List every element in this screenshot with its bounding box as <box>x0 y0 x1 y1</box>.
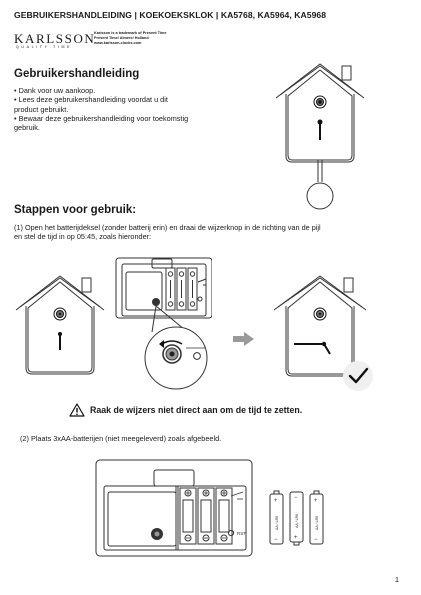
battery-3-minus: − <box>314 537 318 543</box>
step-1-line-2: en stel de tijd in op 05:45, zoals hieronder: <box>14 232 152 242</box>
trademark-notice <box>94 31 167 47</box>
battery-2-plus: + <box>294 535 298 541</box>
document-title: GEBRUIKERSHANDLEIDING | KOEKOEKSKLOK | KA5768, KA5964, KA5968 <box>14 10 327 20</box>
clock-time-set-illustration <box>270 272 382 396</box>
battery-2-minus: − <box>294 495 298 501</box>
step-1-text <box>14 223 414 242</box>
battery-2-label: AA / LR6 <box>295 513 299 528</box>
trademark-line-2: Present Time/ Almere/ Holland <box>94 36 149 41</box>
step-1-diagram <box>12 252 212 392</box>
warning-triangle-icon <box>69 403 85 417</box>
bullet-item-2: • Lees deze gebruikershandleiding voordat u dit <box>14 95 168 105</box>
battery-compartment-illustration <box>94 458 254 558</box>
battery-1-minus: − <box>274 537 278 543</box>
section-heading-manual: Gebruikershandleiding <box>14 68 140 80</box>
bullet-item-1: • Dank voor uw aankoop. <box>14 86 96 95</box>
step-1-line-1: (1) Open het batterijdeksel (zonder batterij erin) en draai de wijzerknop in de richting van de pijl <box>14 223 321 232</box>
battery-3-plus: + <box>314 498 318 504</box>
aa-batteries-illustration <box>268 488 328 548</box>
battery-1-plus: + <box>274 498 278 504</box>
trademark-line-1: Karlsson is a trademark of Present Time <box>94 31 167 35</box>
bullet-item-3-cont: gebruik. <box>14 123 40 133</box>
check-circle-icon <box>343 361 373 391</box>
battery-1-label: AA / LR6 <box>275 515 279 530</box>
warning-text: Raak de wijzers niet direct aan om de tijd te zetten. <box>90 405 303 415</box>
bullet-item-3: • Bewaar deze gebruikershandleiding voor toekomstig <box>14 113 189 123</box>
cuckoo-clock-illustration <box>268 60 378 220</box>
brand-tagline: QUALITY TIME <box>16 45 73 49</box>
trademark-line-3: www.karlsson-clocks.com <box>94 41 142 46</box>
right-arrow-icon <box>233 332 255 346</box>
reset-label: RST <box>237 531 246 536</box>
bullet-list <box>14 86 244 132</box>
battery-3-label: AA / LR6 <box>315 515 319 530</box>
section-heading-steps: Stappen voor gebruik: <box>14 204 137 216</box>
page-number: 1 <box>394 575 399 584</box>
step-2-text: (2) Plaats 3xAA-batterijen (niet meegeleverd) zoals afgebeeld. <box>20 434 222 443</box>
brand-logo: KARLSSON <box>14 31 96 46</box>
bullet-item-2-cont: product gebruikt. <box>14 104 69 114</box>
